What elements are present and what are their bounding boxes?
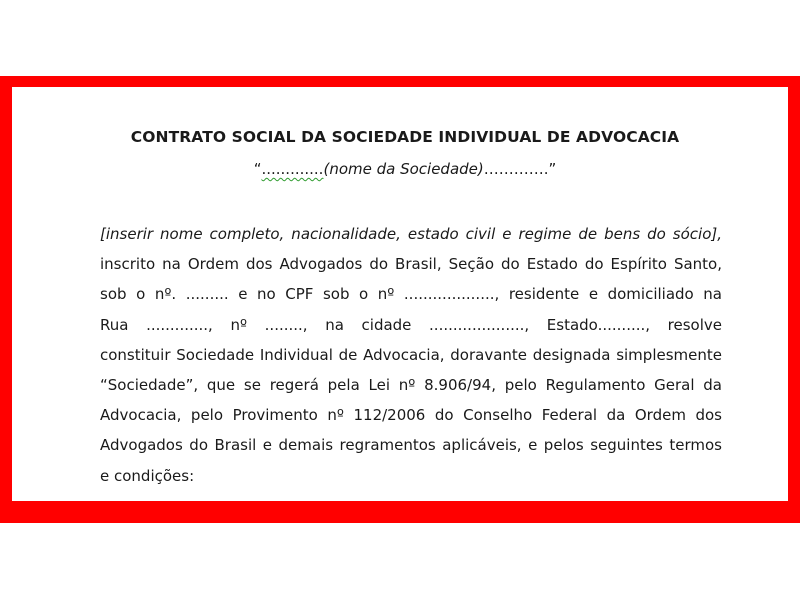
paragraph-line-1: [inserir nome completo, nacionalidade, estado civil e regime de bens do sócio], (100, 225, 722, 243)
document-subtitle (0, 160, 800, 178)
subtitle-company-name-placeholder: (nome da Sociedade) (323, 160, 484, 178)
paragraph-line-2: inscrito na Ordem dos Advogados do Brasil, Seção do Estado do Espírito Santo, (100, 255, 722, 274)
document-title: CONTRATO SOCIAL DA SOCIEDADE INDIVIDUAL DE ADVOCACIA (130, 128, 680, 146)
paragraph-line-4: Rua ............., nº ........, na cidade ...................., Estado.........., resolve (100, 315, 722, 334)
paragraph-line-7: Advocacia, pelo Provimento nº 112/2006 do Conselho Federal da Ordem dos (100, 406, 722, 425)
subtitle-dots-left: ............. (261, 160, 324, 178)
paragraph-line-5: constituir Sociedade Individual de Advocacia, doravante designada simplesmente (100, 345, 722, 364)
paragraph-line-8: Advogados do Brasil e demais regramentos aplicáveis, e pelos seguintes termos (100, 436, 722, 455)
subtitle-open-quote: “ (253, 160, 262, 178)
paragraph-line-6: “Sociedade”, que se regerá pela Lei nº 8.906/94, pelo Regulamento Geral da (100, 375, 722, 394)
paragraph-line-9: e condições: (100, 466, 195, 485)
subtitle-dots-right: ………….” (483, 160, 557, 178)
paragraph-line-3: sob o nº. ......... e no CPF sob o nº ..................., residente e domiciliado na (100, 285, 722, 304)
document-body-paragraph (100, 219, 722, 491)
